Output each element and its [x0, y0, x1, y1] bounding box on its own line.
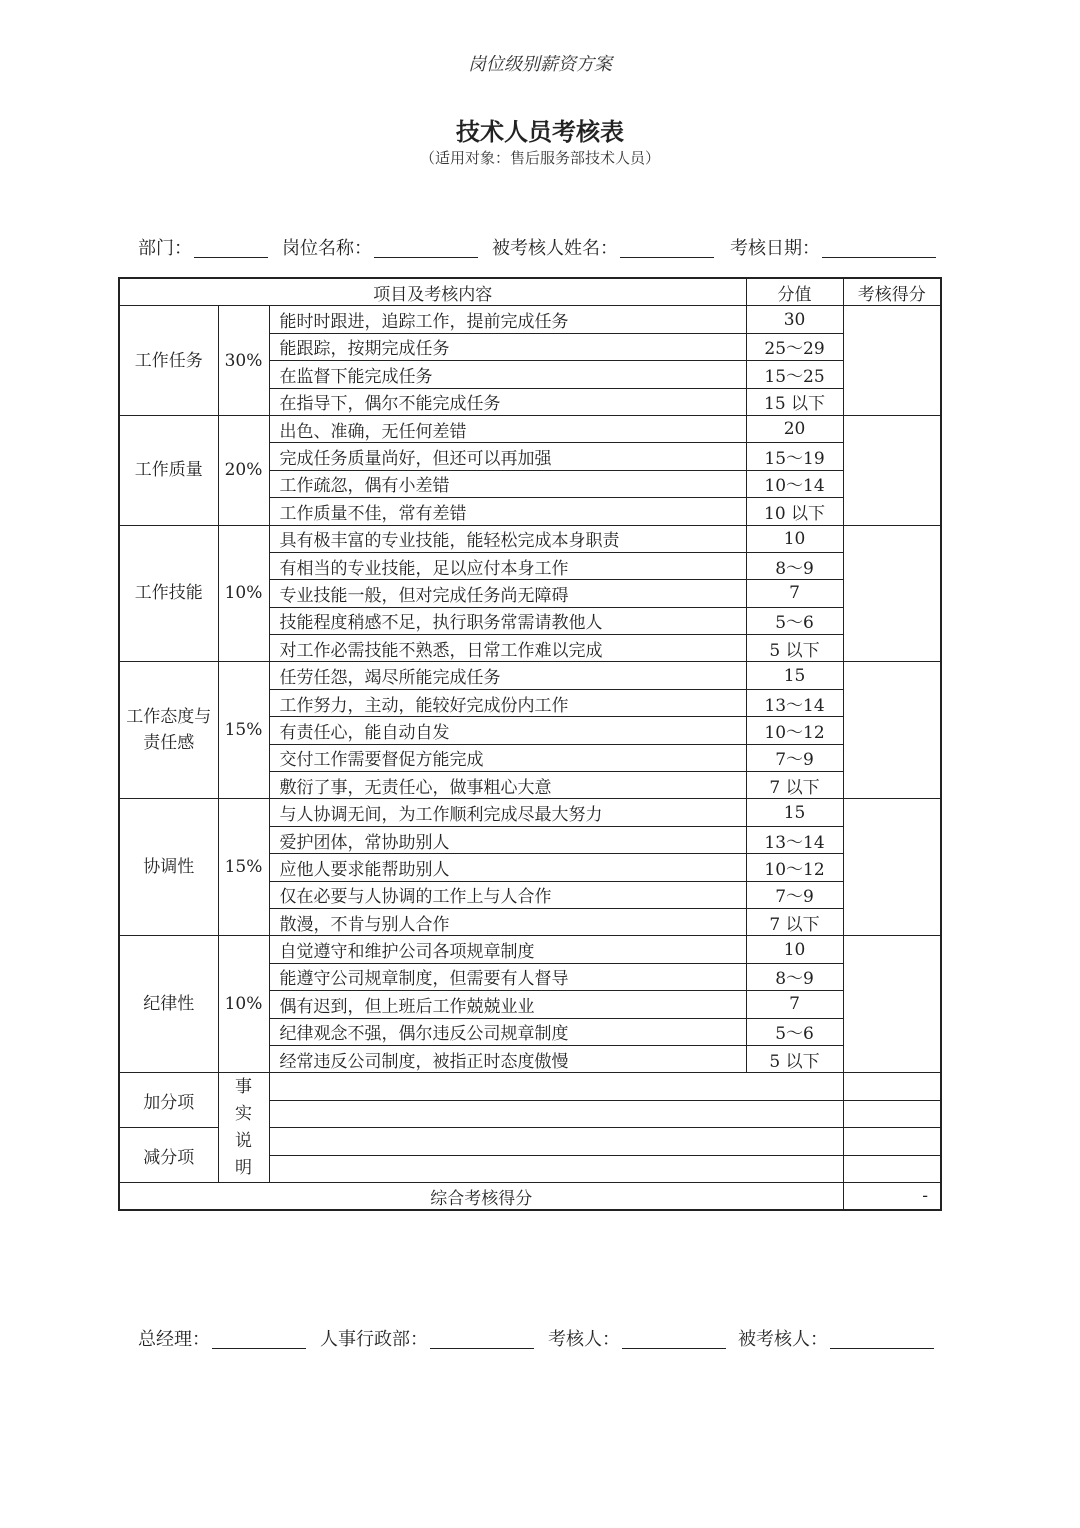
- criterion-score: 7: [746, 580, 843, 607]
- criterion-score: 8～9: [746, 552, 843, 579]
- category-weight: 30%: [218, 306, 269, 416]
- criterion-text: 仅在必要与人协调的工作上与人合作: [269, 881, 746, 908]
- criterion-score: 7: [746, 991, 843, 1018]
- total-row: [119, 1182, 941, 1210]
- criterion-text: 技能程度稍感不足，执行职务常需请教他人: [269, 607, 746, 634]
- table-header-row: [119, 278, 941, 306]
- criterion-score: 5～6: [746, 607, 843, 634]
- criterion-text: 在监督下能完成任务: [269, 361, 746, 388]
- form-title: 技术人员考核表: [456, 117, 624, 146]
- department-blank[interactable]: [194, 237, 268, 258]
- assessee-signature[interactable]: [738, 1325, 934, 1351]
- department-field[interactable]: [138, 234, 268, 260]
- category-name: 工作技能: [119, 525, 218, 662]
- criterion-text: 对工作必需技能不熟悉，日常工作难以完成: [269, 635, 746, 662]
- criterion-text: 爱护团体，常协助别人: [269, 826, 746, 853]
- criterion-score: 13～14: [746, 689, 843, 716]
- category-name: 纪律性: [119, 936, 218, 1073]
- criterion-score: 5 以下: [746, 1045, 843, 1072]
- criterion-score: 5～6: [746, 1018, 843, 1045]
- criterion-text: 任劳任怨，竭尽所能完成任务: [269, 662, 746, 689]
- fact-description-label: 事 实 说 明: [218, 1073, 269, 1183]
- adjustment-score-input[interactable]: [843, 1100, 941, 1127]
- criterion-text: 工作努力，主动，能较好完成份内工作: [269, 689, 746, 716]
- total-score-value[interactable]: -: [843, 1182, 941, 1210]
- criterion-text: 经常违反公司制度，被指正时态度傲慢: [269, 1045, 746, 1072]
- criterion-text: 纪律观念不强，偶尔违反公司规章制度: [269, 1018, 746, 1045]
- criterion-score: 10: [746, 525, 843, 552]
- table-row: [119, 662, 941, 689]
- criterion-text: 敷衍了事，无责任心，做事粗心大意: [269, 772, 746, 799]
- criterion-text: 自觉遵守和维护公司各项规章制度: [269, 936, 746, 963]
- category-weight: 10%: [218, 936, 269, 1073]
- category-name: 工作质量: [119, 415, 218, 525]
- adjustment-row: [119, 1073, 941, 1100]
- criterion-score: 15: [746, 799, 843, 826]
- assessee-name-blank[interactable]: [620, 237, 714, 258]
- criterion-score: 15～19: [746, 443, 843, 470]
- category-weight: 10%: [218, 525, 269, 662]
- total-score-label: 综合考核得分: [119, 1182, 843, 1210]
- criterion-text: 专业技能一般，但对完成任务尚无障碍: [269, 580, 746, 607]
- score-result-header: 考核得分: [843, 278, 941, 306]
- criterion-text: 出色、准确，无任何差错: [269, 415, 746, 442]
- category-score-input[interactable]: [843, 306, 941, 416]
- general-manager-label: 总经理：: [138, 1329, 210, 1350]
- criterion-text: 完成任务质量尚好，但还可以再加强: [269, 443, 746, 470]
- criterion-score: 15: [746, 662, 843, 689]
- assessee-name-field[interactable]: [492, 234, 714, 260]
- criterion-score: 8～9: [746, 963, 843, 990]
- bonus-label: 加分项: [119, 1073, 218, 1128]
- form-subtitle: （适用对象：售后服务部技术人员）: [419, 149, 660, 167]
- criterion-score: 13～14: [746, 826, 843, 853]
- assessment-table: [118, 277, 942, 1211]
- general-manager-signature[interactable]: [138, 1325, 306, 1351]
- adjustment-score-input[interactable]: [843, 1128, 941, 1155]
- assessor-signature[interactable]: [548, 1325, 726, 1351]
- adjustment-score-input[interactable]: [843, 1155, 941, 1182]
- fact-description-input[interactable]: [269, 1128, 843, 1155]
- hr-admin-blank[interactable]: [430, 1328, 534, 1349]
- criterion-text: 交付工作需要督促方能完成: [269, 744, 746, 771]
- assessee-blank[interactable]: [830, 1328, 934, 1349]
- table-row: [119, 415, 941, 442]
- criterion-score: 7 以下: [746, 908, 843, 935]
- category-name: 工作态度与责任感: [119, 662, 218, 799]
- criterion-text: 在指导下，偶尔不能完成任务: [269, 388, 746, 415]
- category-score-input[interactable]: [843, 799, 941, 936]
- assessment-date-blank[interactable]: [822, 237, 936, 258]
- category-score-input[interactable]: [843, 936, 941, 1073]
- criterion-text: 有相当的专业技能，足以应付本身工作: [269, 552, 746, 579]
- criterion-text: 能跟踪，按期完成任务: [269, 333, 746, 360]
- criterion-score: 7～9: [746, 744, 843, 771]
- assessee-name-label: 被考核人姓名：: [492, 238, 618, 259]
- info-fields: [138, 234, 940, 260]
- assessor-label: 考核人：: [548, 1329, 620, 1350]
- category-score-input[interactable]: [843, 415, 941, 525]
- criterion-score: 5 以下: [746, 635, 843, 662]
- deduction-label: 减分项: [119, 1128, 218, 1183]
- fact-description-input[interactable]: [269, 1100, 843, 1127]
- criterion-text: 散漫，不肯与别人合作: [269, 908, 746, 935]
- criterion-score: 10～14: [746, 470, 843, 497]
- assessment-date-field[interactable]: [730, 234, 936, 260]
- assessee-label: 被考核人：: [738, 1329, 828, 1350]
- criterion-score: 25～29: [746, 333, 843, 360]
- criterion-text: 工作疏忽，偶有小差错: [269, 470, 746, 497]
- criterion-score: 7 以下: [746, 772, 843, 799]
- assessment-date-label: 考核日期：: [730, 238, 820, 259]
- category-score-input[interactable]: [843, 525, 941, 662]
- criterion-score: 30: [746, 306, 843, 333]
- position-field[interactable]: [282, 234, 478, 260]
- criterion-score: 15～25: [746, 361, 843, 388]
- criterion-score: 10 以下: [746, 498, 843, 525]
- criterion-text: 有责任心，能自动自发: [269, 717, 746, 744]
- criterion-text: 具有极丰富的专业技能，能轻松完成本身职责: [269, 525, 746, 552]
- assessor-blank[interactable]: [622, 1328, 726, 1349]
- hr-admin-label: 人事行政部：: [320, 1329, 428, 1350]
- general-manager-blank[interactable]: [212, 1328, 306, 1349]
- position-blank[interactable]: [374, 237, 478, 258]
- hr-admin-signature[interactable]: [320, 1325, 534, 1351]
- table-row: [119, 799, 941, 826]
- criterion-text: 能遵守公司规章制度，但需要有人督导: [269, 963, 746, 990]
- category-weight: 15%: [218, 662, 269, 799]
- criterion-score: 10～12: [746, 717, 843, 744]
- criterion-score: 20: [746, 415, 843, 442]
- fact-description-input[interactable]: [269, 1155, 843, 1182]
- table-row: [119, 525, 941, 552]
- items-header: 项目及考核内容: [119, 278, 746, 306]
- category-weight: 15%: [218, 799, 269, 936]
- category-weight: 20%: [218, 415, 269, 525]
- table-row: [119, 306, 941, 333]
- category-name: 工作任务: [119, 306, 218, 416]
- criterion-score: 15 以下: [746, 388, 843, 415]
- criterion-score: 10: [746, 936, 843, 963]
- signature-fields: [138, 1325, 940, 1351]
- criterion-text: 能时时跟进，追踪工作，提前完成任务: [269, 306, 746, 333]
- adjustment-score-input[interactable]: [843, 1073, 941, 1100]
- criterion-text: 应他人要求能帮助别人: [269, 854, 746, 881]
- criterion-text: 与人协调无间，为工作顺利完成尽最大努力: [269, 799, 746, 826]
- page-header: 岗位级别薪资方案: [468, 54, 612, 75]
- criterion-score: 7～9: [746, 881, 843, 908]
- category-score-input[interactable]: [843, 662, 941, 799]
- criterion-score: 10～12: [746, 854, 843, 881]
- criterion-text: 工作质量不佳，常有差错: [269, 498, 746, 525]
- category-name: 协调性: [119, 799, 218, 936]
- criterion-text: 偶有迟到，但上班后工作兢兢业业: [269, 991, 746, 1018]
- department-label: 部门：: [138, 238, 192, 259]
- position-label: 岗位名称：: [282, 238, 372, 259]
- score-value-header: 分值: [746, 278, 843, 306]
- table-row: [119, 936, 941, 963]
- fact-description-input[interactable]: [269, 1073, 843, 1100]
